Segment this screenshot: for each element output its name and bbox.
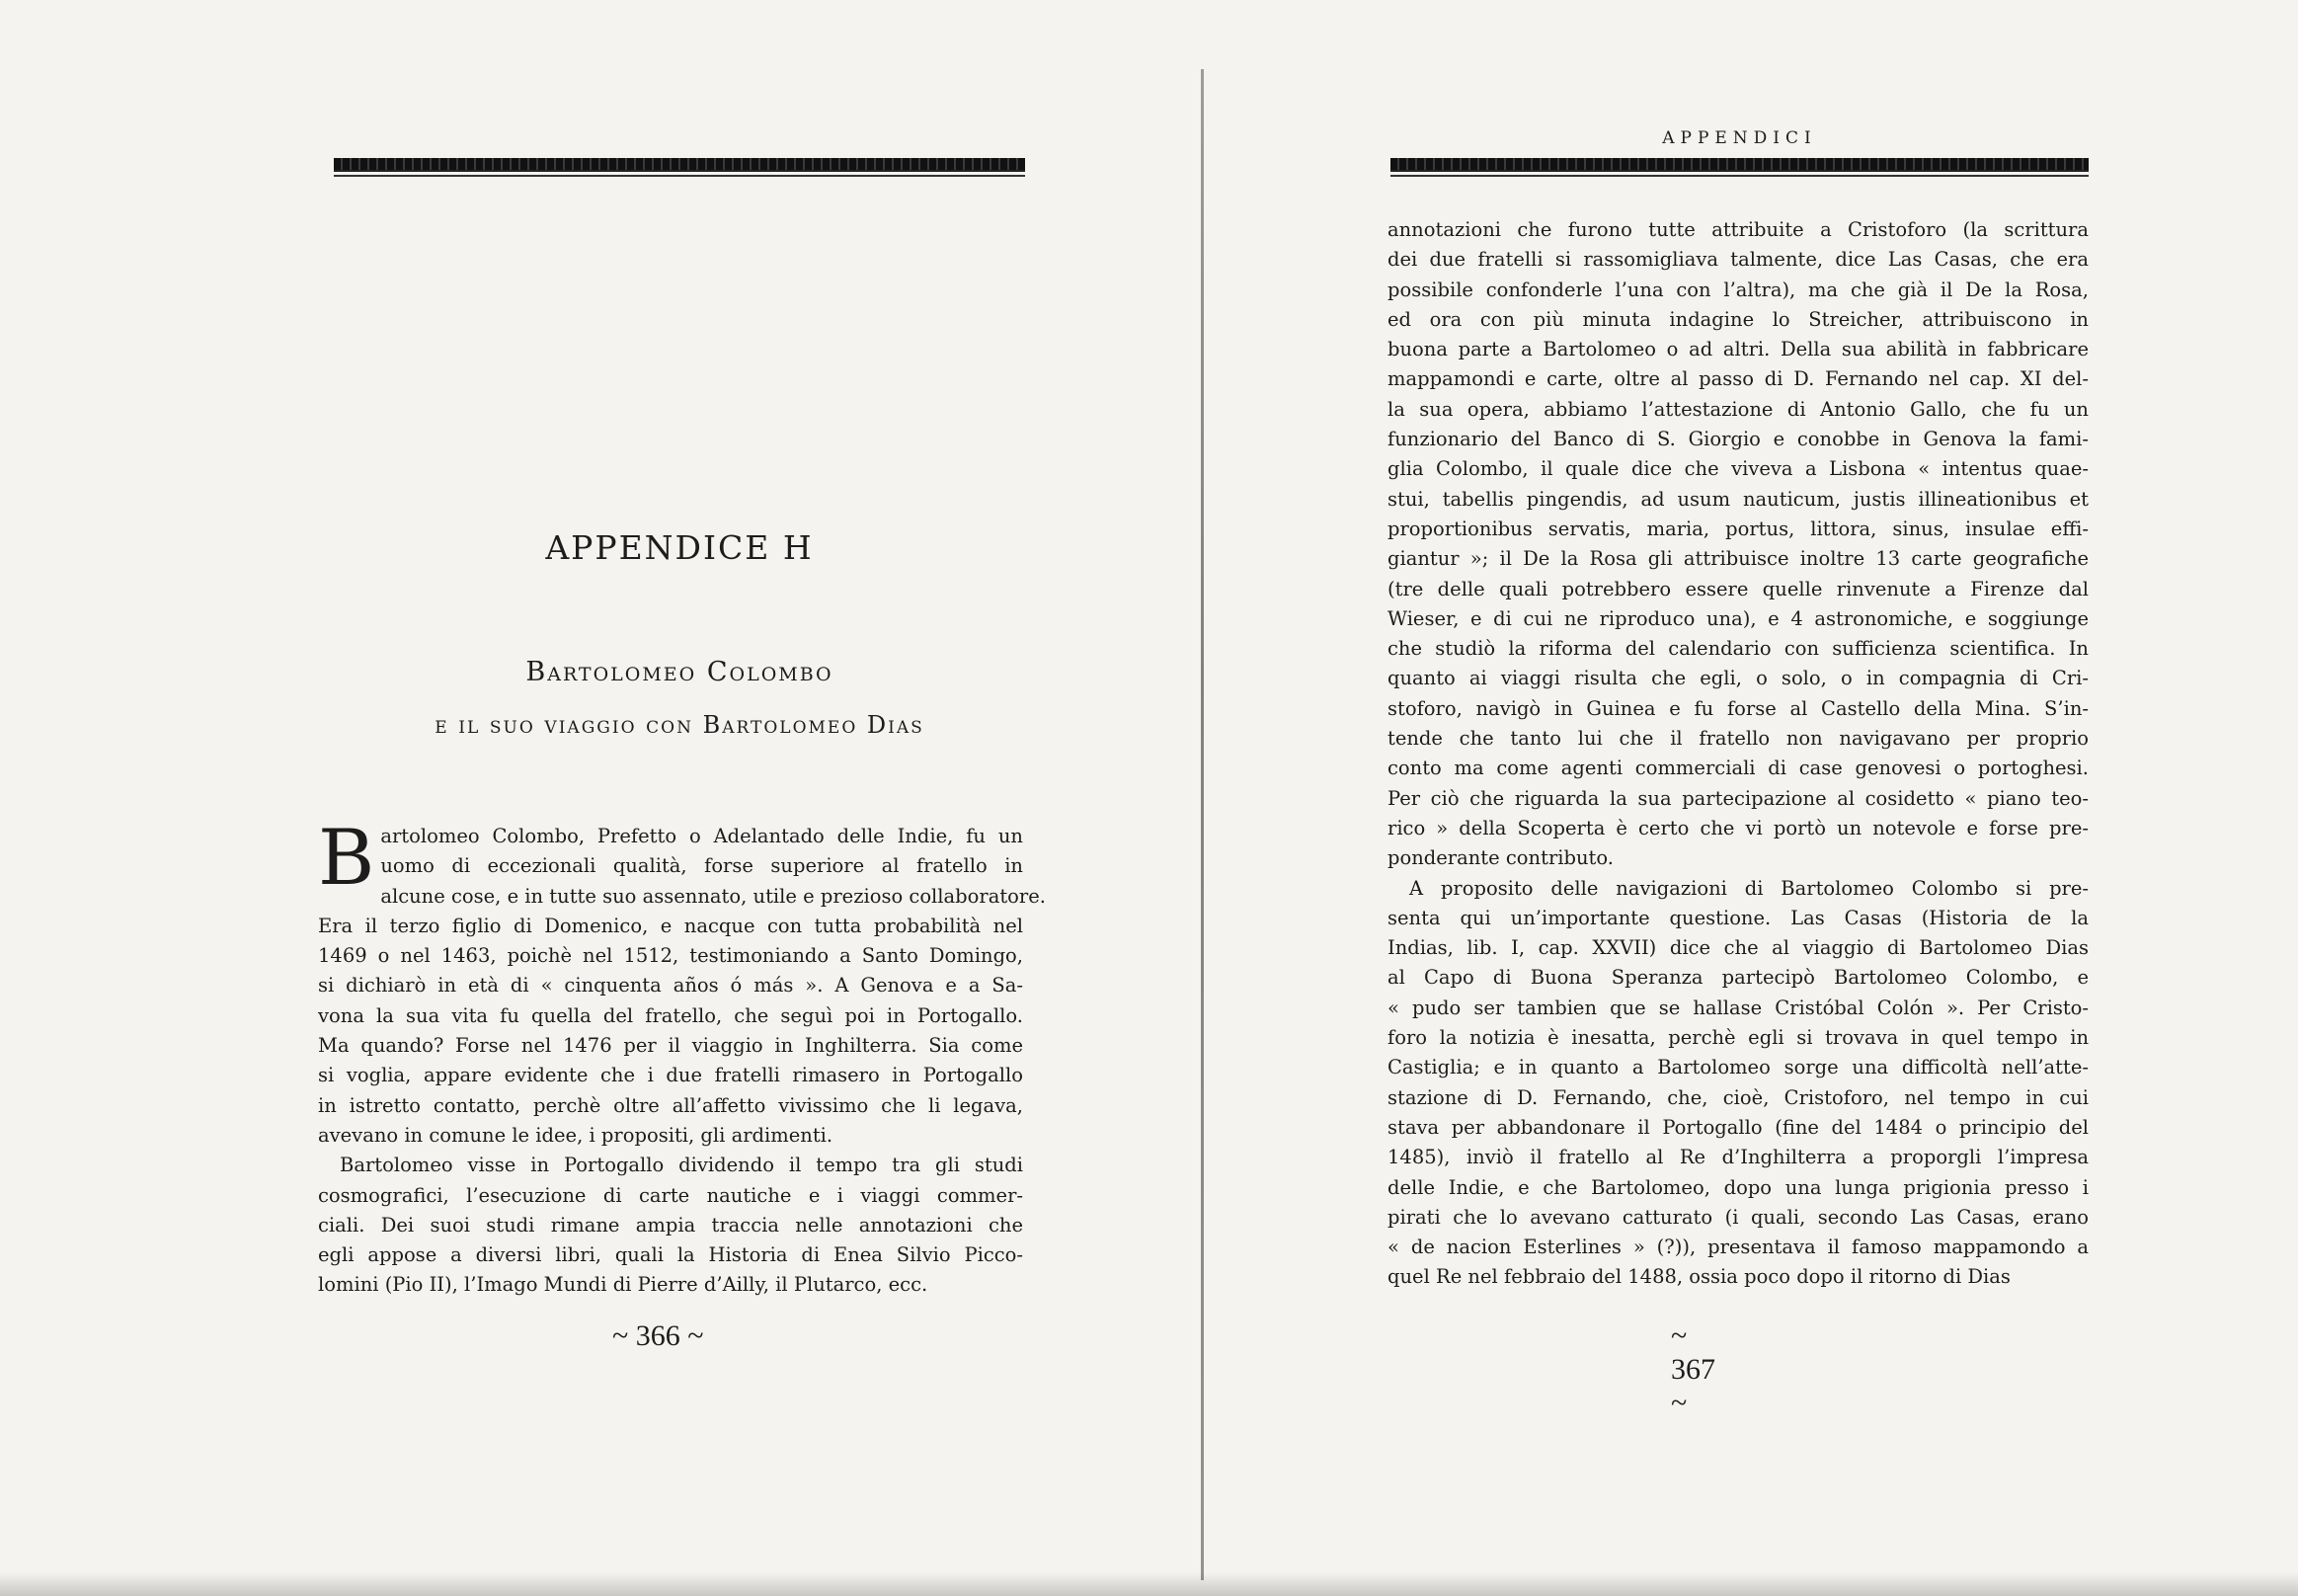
text-line: buona parte a Bartolomeo o ad altri. Della sua abilità in fabbricare: [1387, 338, 2089, 361]
text-line: delle Indie, e che Bartolomeo, dopo una lunga prigionia presso i: [1387, 1175, 2089, 1199]
text-line: quel Re nel febbraio del 1488, ossia poco dopo il ritorno di Dias: [1387, 1265, 2011, 1289]
text-line: « pudo ser tambien que se hallase Cristóbal Colón ». Per Cristo-: [1387, 996, 2089, 1019]
text-line: stava per abbandonare il Portogallo (fine del 1484 o principio del: [1387, 1115, 2089, 1139]
right-paragraph-1: [1387, 215, 2089, 874]
text-line: ponderante contributo.: [1387, 846, 1614, 870]
text-line: stoforo, navigò in Guinea e fu forse al Castello della Mina. S’in-: [1387, 696, 2089, 720]
text-line: Wieser, e di cui ne riproduco una), e 4 astronomiche, e soggiunge: [1387, 606, 2089, 630]
text-line: (tre delle quali potrebbero essere quelle rinvenute a Firenze dal: [1387, 577, 2089, 600]
text-line: giantur »; il De la Rosa gli attribuisce inoltre 13 carte geografiche: [1387, 547, 2089, 571]
text-line: 1469 o nel 1463, poichè nel 1512, testimoniando a Santo Domingo,: [318, 944, 1023, 968]
text-line: A proposito delle navigazioni di Bartolomeo Colombo si pre-: [1409, 876, 2089, 900]
text-line: Bartolomeo visse in Portogallo dividendo il tempo tra gli studi: [340, 1154, 1023, 1177]
left-paragraph-1: [318, 814, 1046, 1151]
text-line: che studiò la riforma del calendario con sufficienza scientifica. In: [1387, 637, 2089, 661]
text-line: si voglia, appare evidente che i due fratelli rimasero in Portogallo: [318, 1064, 1023, 1087]
right-paragraph-2: [1387, 874, 2089, 1293]
text-line: annotazioni che furono tutte attribuite a Cristoforo (la scrittura: [1387, 218, 2089, 241]
text-line: conto ma come agenti commerciali di case genovesi o portoghesi.: [1387, 757, 2089, 780]
right-body-text: [1387, 215, 2089, 1293]
left-paragraph-2: [318, 1151, 1023, 1300]
right-header-rule: [1390, 158, 2089, 172]
text-line: dei due fratelli si rassomigliava talmente, dice Las Casas, che era: [1387, 248, 2089, 272]
text-line: Per ciò che riguarda la sua partecipazione al cosidetto « piano teo-: [1387, 786, 2089, 810]
text-line: uomo di eccezionali qualità, forse superiore al fratello in: [380, 854, 1023, 878]
text-line: mappamondi e carte, oltre al passo di D. Fernando nel cap. XI del-: [1387, 367, 2089, 391]
text-line: lomini (Pio II), l’Imago Mundi di Pierre d’Ailly, il Plutarco, ecc.: [318, 1273, 928, 1297]
text-line: ed ora con più minuta indagine lo Streicher, attribuiscono in: [1387, 307, 2089, 331]
text-line: Indias, lib. I, cap. XXVII) dice che al viaggio di Bartolomeo Dias: [1387, 936, 2089, 960]
page-number-right: ~ 367 ~: [1671, 1319, 1715, 1419]
text-line: proportionibus servatis, maria, portus, littora, sinus, insulae effi-: [1387, 517, 2089, 540]
left-header-rule: [334, 158, 1025, 172]
text-line: avevano in comune le idee, i propositi, gli ardimenti.: [318, 1123, 833, 1147]
text-line: foro la notizia è inesatta, perchè egli si trovava in quel tempo in: [1387, 1026, 2089, 1050]
text-line: la sua opera, abbiamo l’attestazione di Antonio Gallo, che fu un: [1387, 397, 2089, 421]
left-body-text: [318, 814, 1046, 1301]
text-line: alcune cose, e in tutte suo assennato, utile e prezioso collaboratore.: [380, 884, 1046, 908]
text-line: « de nacion Esterlines » (?)), presentava il famoso mappamondo a: [1387, 1236, 2089, 1259]
text-line: quanto ai viaggi risulta che egli, o solo, o in compagnia di Cri-: [1387, 667, 2089, 690]
text-line: Ma quando? Forse nel 1476 per il viaggio in Inghilterra. Sia come: [318, 1034, 1023, 1058]
drop-cap: B: [318, 814, 375, 903]
text-line: stazione di D. Fernando, che, cioè, Cristoforo, nel tempo in cui: [1387, 1085, 2089, 1109]
text-line: ciali. Dei suoi studi rimane ampia traccia nelle annotazioni che: [318, 1213, 1023, 1237]
text-line: Era il terzo figlio di Domenico, e nacque con tutta probabilità nel: [318, 914, 1023, 937]
text-line: glia Colombo, il quale dice che viveva a Lisbona « intentus quae-: [1387, 457, 2089, 481]
text-line: si dichiarò in età di « cinquenta años ó más ». A Genova e a Sa-: [318, 974, 1023, 998]
text-line: rico » della Scoperta è certo che vi portò un notevole e forse pre-: [1387, 816, 2089, 839]
text-line: senta qui un’importante questione. Las Casas (Historia de la: [1387, 906, 2089, 929]
text-line: vona la sua vita fu quella del fratello, che seguì poi in Portogallo.: [318, 1003, 1023, 1027]
book-gutter: [1201, 69, 1204, 1580]
text-line: tende che tanto lui che il fratello non navigavano per proprio: [1387, 727, 2089, 751]
scan-bottom-shadow: [0, 1572, 2298, 1596]
text-line: funzionario del Banco di S. Giorgio e conobbe in Genova la fami-: [1387, 428, 2089, 451]
page-number-left: ~ 366 ~: [612, 1319, 704, 1352]
chapter-title-line2: e il suo viaggio con Bartolomeo Dias: [435, 711, 924, 739]
text-line: egli appose a diversi libri, quali la Historia di Enea Silvio Picco-: [318, 1243, 1023, 1267]
text-line: in istretto contatto, perchè oltre all’affetto vivissimo che li legava,: [318, 1093, 1023, 1117]
appendix-title: APPENDICE H: [545, 528, 814, 567]
text-line: stui, tabellis pingendis, ad usum nauticum, justis illineationibus et: [1387, 487, 2089, 511]
text-line: al Capo di Buona Speranza partecipò Bartolomeo Colombo, e: [1387, 966, 2089, 990]
chapter-title-line1: Bartolomeo Colombo: [525, 657, 833, 687]
text-line: artolomeo Colombo, Prefetto o Adelantado delle Indie, fu un: [380, 825, 1023, 847]
text-line: Castiglia; e in quanto a Bartolomeo sorge una difficoltà nell’atte-: [1387, 1056, 2089, 1079]
text-line: pirati che lo avevano catturato (i quali, secondo Las Casas, erano: [1387, 1205, 2089, 1229]
running-head: APPENDICI: [1662, 128, 1817, 148]
text-line: 1485), inviò il fratello al Re d’Inghilterra a proporgli l’impresa: [1387, 1146, 2089, 1169]
text-line: possibile confonderle l’una con l’altra), ma che già il De la Rosa,: [1387, 278, 2089, 301]
text-line: cosmografici, l’esecuzione di carte nautiche e i viaggi commer-: [318, 1183, 1023, 1207]
